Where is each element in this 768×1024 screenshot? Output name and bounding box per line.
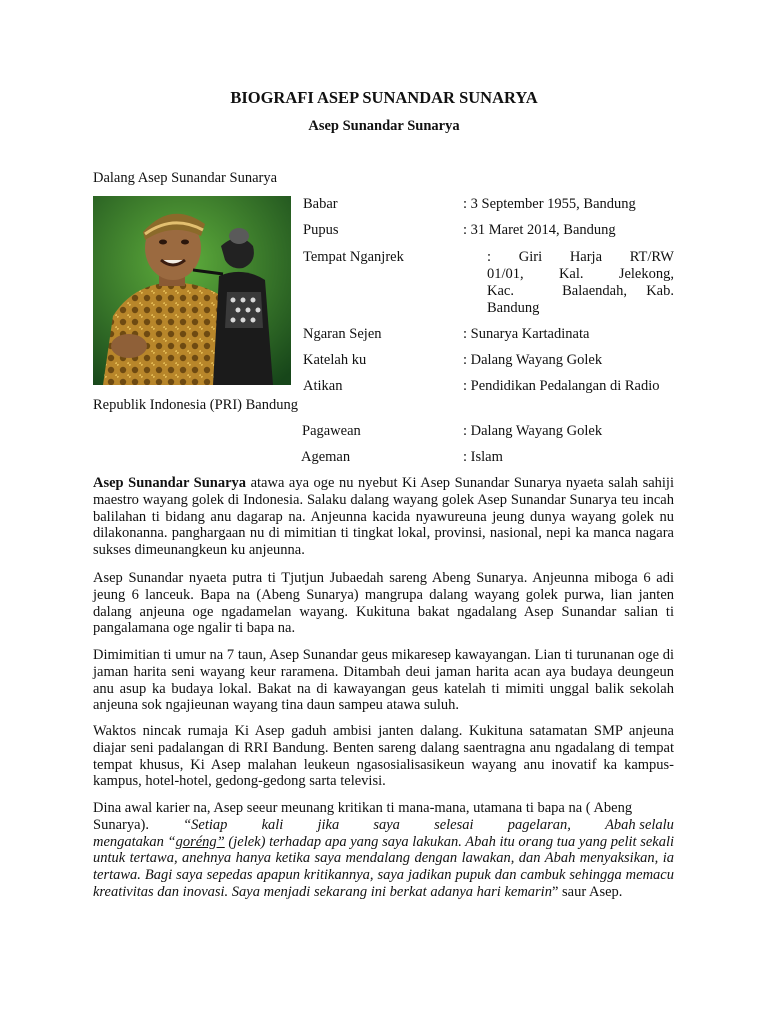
quote-text: pelit sekali untuk tertawa, anehnya hanya ketika saya mendalang dengan lawakan, dan Abah menyaksikan, ia tertawa. Bagi saya sepedas apapun kritikannya, saya jadikan pupuk dan cambuk sehingga memacu kreativitas dan inovasi. Saya menjadi sekarang ini berkat adanya hari kemarin <box>93 833 675 900</box>
quote-text: (jelek) terhadap apa yang saya lakukan. Abah itu orang tua yang <box>224 833 608 850</box>
quote-word: jika <box>317 816 340 833</box>
paragraph-1 <box>93 475 674 559</box>
paragraph-5 <box>93 800 674 901</box>
bio-value: : Dalang Wayang Golek <box>463 352 603 368</box>
quote-word: “Setiap <box>183 816 228 833</box>
page-title: BIOGRAFI ASEP SUNANDAR SUNARYA <box>230 88 538 107</box>
bio-value: : Dalang Wayang Golek <box>463 423 603 439</box>
quote-text: mengatakan “ <box>93 833 176 850</box>
address-line: 01/01, Kal. Jelekong, <box>487 266 674 282</box>
paragraph-3: Dimimitian ti umur na 7 taun, Asep Sunandar geus mikaresep kawayangan. Lian ti turunanan oge di jaman harita seni wayang keur raramena. Ditambah deui jaman harita acan aya budaya deungeun anu asup ka budaya lokal. Bakat na di kawayangan geus katelah ti mimiti unggal balik sekolah anjeuna sok ngajieunan wayang tina daun sampeu atawa suluh. <box>93 647 674 714</box>
subject-name: Asep Sunandar Sunarya <box>93 475 247 491</box>
address-line: : Giri Harja RT/RW <box>487 249 674 265</box>
paragraph-text: atawa aya oge nu nyebut Ki Asep Sunandar Sunarya nyaeta salah sahiji maestro wayang golek di Indonesia. Salaku dalang wayang golek Asep Sunandar Sunarya teu incah balilahan ti bidang anu dagarap na. Anjeunna kacida nyawureuna jeung dunya wayang golek nu dilakonanna. panghargaan nu di mimitian ti tingkat lokal, provinsi, nasional, nepi ka manca nagara sukses dimeunangkeun ku anjeunna. <box>93 475 674 559</box>
bio-label: Pagawean <box>302 423 361 439</box>
page-subtitle: Asep Sunandar Sunarya <box>308 118 460 134</box>
paragraph-line: Dina awal karier na, Asep seeur meunang kritikan ti mana-mana, utamana ti bapa na ( Abeng <box>93 800 633 816</box>
paragraph-2: Asep Sunandar nyaeta putra ti Tjutjun Jubaedah sareng Abeng Sunarya. Anjeunna miboga 6 adi jeung 6 lanceuk. Bapa na (Abeng Sunarya) mangrupa dalang wayang golek purwa, lian janten dalang anjeuna oge ngadamelan wayang. Kukituna bakat ngadalang Asep Sunandar salian ti pangalamana oge ngalir ti bapa na. <box>93 570 674 637</box>
bio-value: : Sunarya Kartadinata <box>463 326 590 342</box>
quote-word: Sunarya). <box>93 816 149 833</box>
paragraph-4: Waktos nincak rumaja Ki Asep gaduh ambisi janten dalang. Kukituna satamatan SMP anjeuna diajar seni padalangan di RRI Bandung. Benten sareng dalang saentragna anu ngadalang di tempat tempat khusus, Ki Asep malahan leukeun ngasosialisasikeun wayang anu inovatif ka kampus-kampus, hotel-hotel, gedong-gedong sarta televisi. <box>93 723 674 790</box>
quote-word: selesai <box>434 816 474 833</box>
bio-label: Katelah ku <box>303 352 367 368</box>
bio-label: Atikan <box>303 378 343 394</box>
bio-value-address <box>487 249 674 317</box>
bio-value: : Pendidikan Pedalangan di Radio <box>463 378 660 394</box>
quote-closing: ” saur Asep. <box>551 883 623 900</box>
bio-value: : Islam <box>463 449 503 465</box>
bio-atikan-continuation: Republik Indonesia (PRI) Bandung <box>93 397 298 413</box>
paragraph-quote-line <box>93 817 674 834</box>
bio-value: : 31 Maret 2014, Bandung <box>463 222 616 238</box>
address-line: Kac. Balaendah, Kab. <box>487 283 674 299</box>
quote-word: saya <box>373 816 400 833</box>
portrait-illustration <box>93 196 291 385</box>
bio-label: Tempat Nganjrek <box>303 249 404 265</box>
quote-word: Abah selalu <box>605 816 674 833</box>
address-line: Bandung <box>487 300 540 316</box>
bio-label: Ngaran Sejen <box>303 326 382 342</box>
quote-word: kali <box>261 816 284 833</box>
quote-underlined-word: goréng” <box>175 833 225 850</box>
quote-word: pagelaran, <box>507 816 571 833</box>
portrait-photo <box>93 196 291 385</box>
bio-value: : 3 September 1955, Bandung <box>463 196 636 212</box>
photo-caption: Dalang Asep Sunandar Sunarya <box>93 170 278 186</box>
bio-label: Babar <box>303 196 338 212</box>
bio-label: Pupus <box>303 222 339 238</box>
paragraph-quote-body <box>93 834 674 901</box>
bio-label: Ageman <box>301 449 351 465</box>
